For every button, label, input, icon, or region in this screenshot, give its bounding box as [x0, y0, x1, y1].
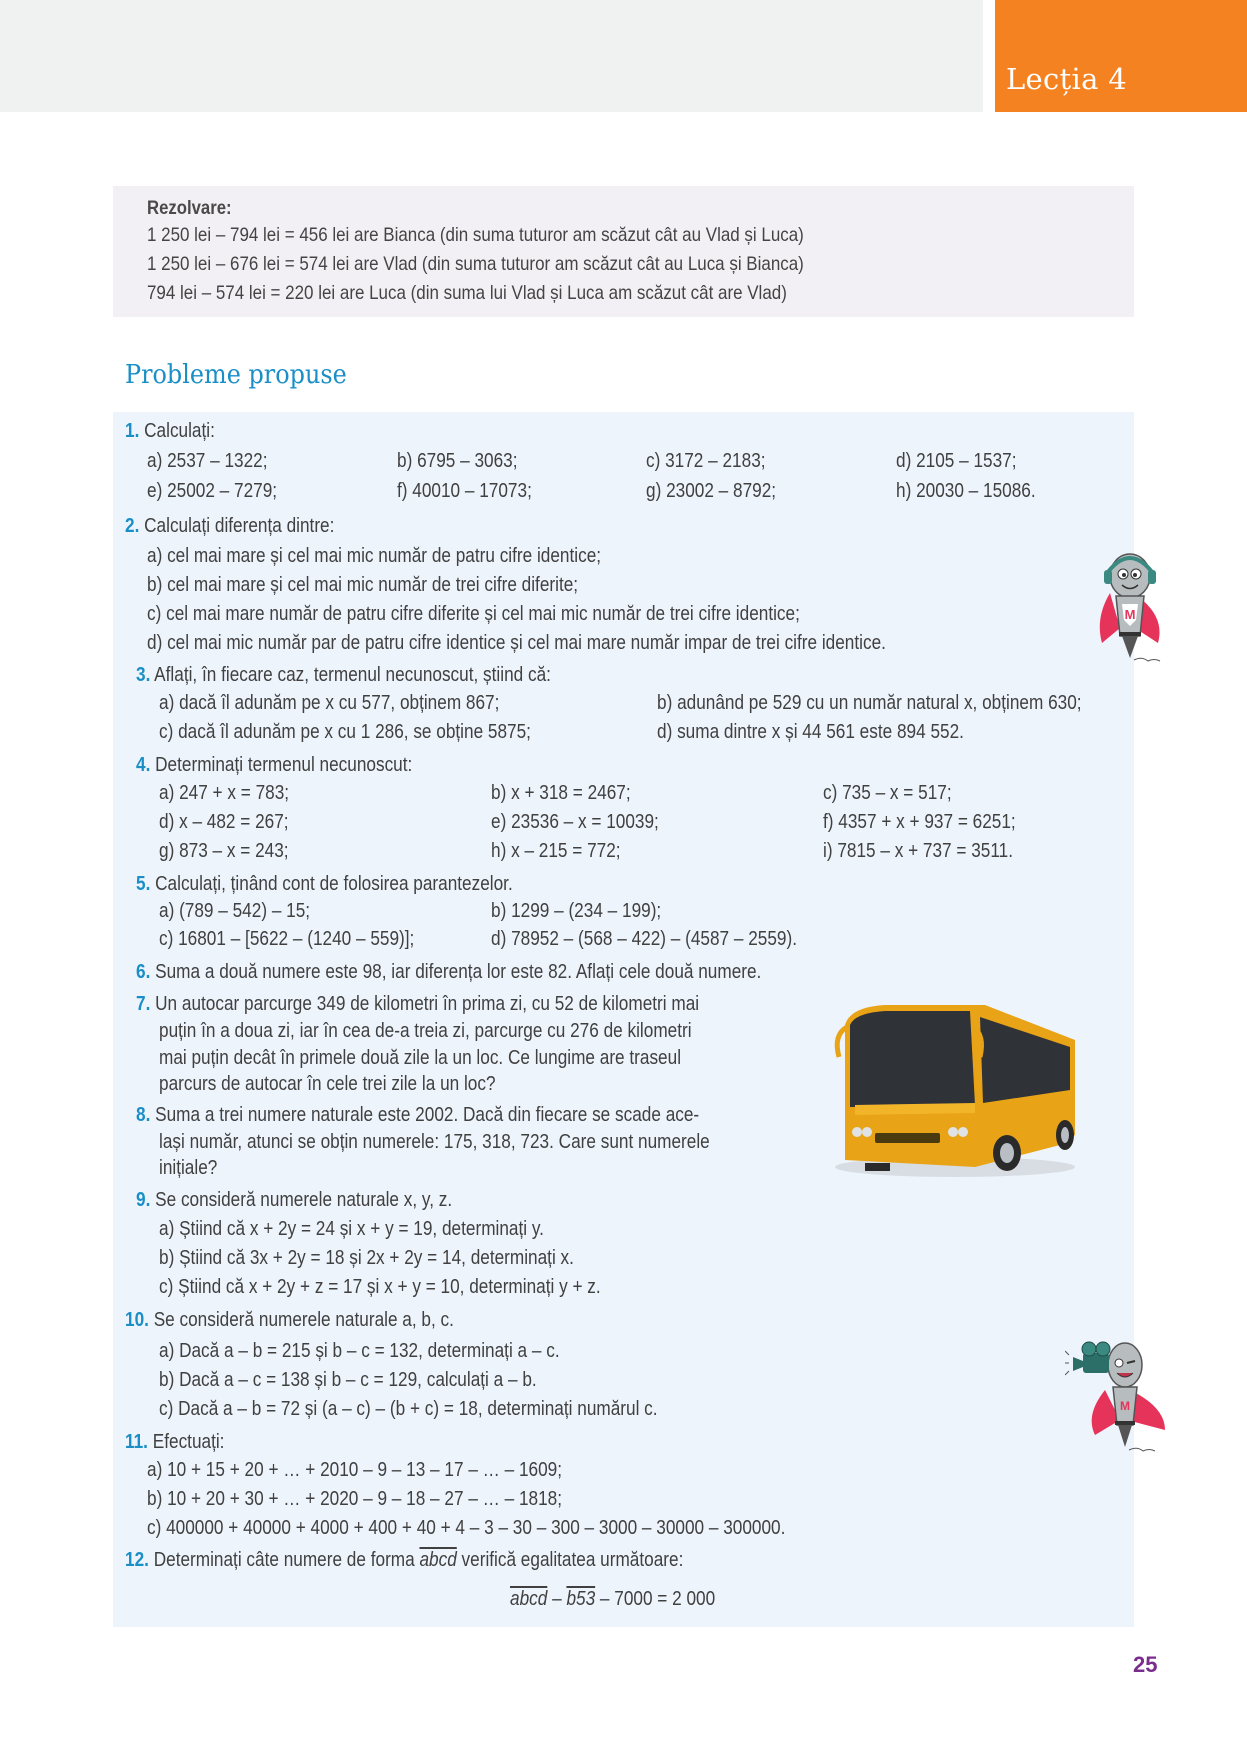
problem-item: b) cel mai mare și cel mai mic număr de trei cifre diferite; [147, 574, 579, 596]
problem-item: d) 2105 – 1537; [896, 450, 1017, 472]
problem-statement: Efectuați: [152, 1431, 225, 1453]
problem-item: h) x – 215 = 772; [491, 840, 621, 862]
problem-item: b) Dacă a – c = 138 și b – c = 129, calculați a – b. [159, 1369, 537, 1391]
problem-item: c) 735 – x = 517; [823, 782, 952, 804]
problem-number: 10. [125, 1309, 149, 1331]
svg-text:M: M [1124, 607, 1136, 622]
problem-item: c) 3172 – 2183; [646, 450, 766, 472]
problem-item: b) Știind că 3x + 2y = 18 și 2x + 2y = 14, determinați x. [159, 1247, 574, 1269]
problem-statement: Determinați câte numere de forma [153, 1549, 420, 1571]
solution-line: 1 250 lei – 676 lei = 574 lei are Vlad (din suma tuturor am scăzut cât au Luca și Bianca) [147, 253, 804, 275]
problem-item: i) 7815 – x + 737 = 3511. [823, 840, 1013, 862]
problem-statement: Suma a două numere este 98, iar diferența lor este 82. Aflați cele două numere. [155, 961, 762, 983]
problem-item: g) 873 – x = 243; [159, 840, 289, 862]
problem-line: inițiale? [159, 1157, 218, 1179]
problem-item: b) 6795 – 3063; [397, 450, 518, 472]
problem-line: puțin în a doua zi, iar în cea de-a treia zi, parcurge cu 276 de kilometri [159, 1020, 692, 1042]
problem-item: c) cel mai mare număr de patru cifre diferite și cel mai mic număr de trei cifre identice; [147, 603, 800, 625]
grille-icon [875, 1133, 940, 1143]
bus-illustration [825, 995, 1080, 1180]
equation-operator: – [547, 1588, 567, 1610]
problem-item: a) dacă îl adunăm pe x cu 577, obținem 867; [159, 692, 500, 714]
problem-number: 5. [136, 873, 151, 895]
problem-number: 1. [125, 420, 140, 442]
problem-item: d) suma dintre x și 44 561 este 894 552. [657, 721, 964, 743]
solution-title: Rezolvare: [147, 198, 232, 219]
problem-item: d) x – 482 = 267; [159, 811, 289, 833]
svg-text:M: M [1120, 1399, 1130, 1413]
problem-item: g) 23002 – 8792; [646, 480, 777, 502]
problem-statement: Calculați, ținând cont de folosirea parantezelor. [155, 873, 513, 895]
problem-number: 9. [136, 1189, 151, 1211]
problem-item: c) Dacă a – b = 72 și (a – c) – (b + c) = 18, determinați numărul c. [159, 1398, 658, 1420]
mascot-camera-illustration [1065, 1335, 1175, 1460]
problem-item: a) 10 + 15 + 20 + … + 2010 – 9 – 13 – 17 – … – 1609; [147, 1459, 563, 1481]
problem-statement: Calculați diferența dintre: [144, 515, 335, 537]
equation-term: abcd [510, 1588, 548, 1610]
problem-number: 2. [125, 515, 140, 537]
problem-item: e) 25002 – 7279; [147, 480, 278, 502]
solution-line: 1 250 lei – 794 lei = 456 lei are Bianca (din suma tuturor am scăzut cât au Vlad și Luca) [147, 224, 804, 246]
problem-item: b) 1299 – (234 – 199); [491, 900, 662, 922]
equation-term: b53 [566, 1588, 596, 1610]
problem-line: parcurs de autocar în cele trei zile la un loc? [159, 1073, 496, 1095]
equation-rest: – 7000 = 2 000 [595, 1588, 716, 1610]
problem-item: b) x + 318 = 2467; [491, 782, 631, 804]
problem-number: 4. [136, 754, 151, 776]
problem-item: d) cel mai mic număr par de patru cifre identice și cel mai mare număr impar de trei cifre identice. [147, 632, 886, 654]
lesson-title: Lecția 4 [1006, 62, 1127, 96]
problem-statement: verifică egalitatea următoare: [456, 1549, 684, 1571]
problem-item: b) adunând pe 529 cu un număr natural x, obținem 630; [657, 692, 1082, 714]
problem-item: c) 400000 + 40000 + 4000 + 400 + 40 + 4 – 3 – 30 – 300 – 3000 – 30000 – 300000. [147, 1517, 786, 1539]
problem-statement: Determinați termenul necunoscut: [155, 754, 413, 776]
problem-item: b) 10 + 20 + 30 + … + 2020 – 9 – 18 – 27 – … – 1818; [147, 1488, 563, 1510]
problem-number: 3. [136, 664, 151, 686]
solution-line: 794 lei – 574 lei = 220 lei are Luca (din suma lui Vlad și Luca am scăzut cât are Vlad) [147, 282, 787, 304]
problem-item: a) Dacă a – b = 215 și b – c = 132, determinați a – c. [159, 1340, 560, 1362]
problem-number: 6. [136, 961, 151, 983]
solution-box [113, 186, 1134, 317]
problem-item: a) (789 – 542) – 15; [159, 900, 311, 922]
problem-statement: Se consideră numerele naturale a, b, c. [153, 1309, 454, 1331]
overlined-number: abcd [419, 1549, 457, 1571]
problem-item: d) 78952 – (568 – 422) – (4587 – 2559). [491, 928, 798, 950]
equation [510, 1586, 715, 1612]
problem-item: c) Știind că x + 2y + z = 17 și x + y = 10, determinați y + z. [159, 1276, 601, 1298]
problem-statement: Calculați: [144, 420, 215, 442]
problem-item: c) 16801 – [5622 – (1240 – 559)]; [159, 928, 415, 950]
problem-number: 7. [136, 993, 151, 1015]
section-title: Probleme propuse [125, 360, 347, 390]
problem-number: 8. [136, 1104, 151, 1126]
problem-line: lași număr, atunci se obțin numerele: 175, 318, 723. Care sunt numerele [159, 1131, 710, 1153]
problem-statement: Aflați, în fiecare caz, termenul necunoscut, știind că: [154, 664, 551, 686]
problem-item: e) 23536 – x = 10039; [491, 811, 659, 833]
problem-item: h) 20030 – 15086. [896, 480, 1036, 502]
problem-item: a) 247 + x = 783; [159, 782, 290, 804]
problem-number: 11. [125, 1431, 148, 1453]
header-band [0, 0, 983, 112]
problem-item: a) cel mai mare și cel mai mic număr de patru cifre identice; [147, 545, 602, 567]
problem-number: 12. [125, 1549, 149, 1571]
problem-line: Suma a trei numere naturale este 2002. Dacă din fiecare se scade ace- [155, 1104, 700, 1126]
mascot-headphones-illustration [1090, 548, 1175, 668]
problem-statement: Se consideră numerele naturale x, y, z. [155, 1189, 453, 1211]
problem-item: a) Știind că x + 2y = 24 și x + y = 19, determinați y. [159, 1218, 544, 1240]
problem-item: f) 40010 – 17073; [397, 480, 532, 502]
problem-line: mai puțin decât în primele două zile la un loc. Ce lungime are traseul [159, 1047, 682, 1069]
problem-item: c) dacă îl adunăm pe x cu 1 286, se obține 5875; [159, 721, 531, 743]
page-number: 25 [1133, 1652, 1158, 1677]
problem-line: Un autocar parcurge 349 de kilometri în prima zi, cu 52 de kilometri mai [155, 993, 700, 1015]
problem-item: f) 4357 + x + 937 = 6251; [823, 811, 1016, 833]
problem-item: a) 2537 – 1322; [147, 450, 268, 472]
